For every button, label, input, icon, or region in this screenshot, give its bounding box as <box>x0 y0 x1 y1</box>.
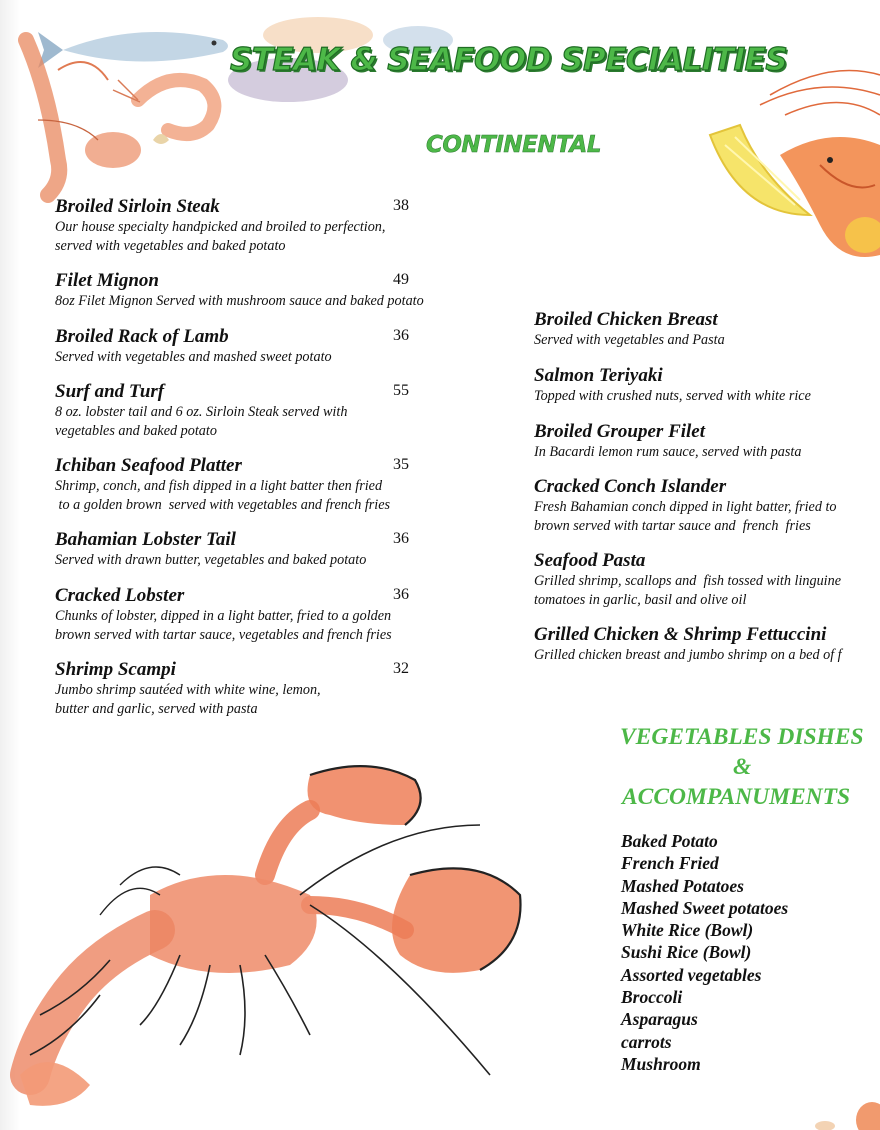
item-price: 38 <box>393 197 409 214</box>
menu-item <box>55 529 409 570</box>
item-description: butter and garlic, served with pasta <box>55 701 258 717</box>
menu-item <box>55 196 409 256</box>
list-item: French Fried <box>621 853 719 874</box>
menu-item <box>55 585 409 645</box>
menu-item <box>534 365 811 406</box>
list-item: carrots <box>621 1031 672 1052</box>
item-name: Cracked Lobster <box>55 585 185 606</box>
item-description: Served with drawn butter, vegetables and baked potato <box>55 552 367 568</box>
menu-item <box>534 421 801 462</box>
menu-item <box>55 659 409 719</box>
veg-title-line: ACCOMPANUMENTS <box>622 784 851 810</box>
item-description: served with vegetables and baked potato <box>55 238 286 254</box>
item-description: Chunks of lobster, dipped in a light batter, fried to a golden <box>55 608 392 624</box>
item-description: brown served with tartar sauce, vegetables and french fries <box>55 627 392 643</box>
section-title-continental: CONTINENTAL <box>426 132 601 158</box>
corner-decoration-bottom-right <box>810 1090 880 1130</box>
item-name: Shrimp Scampi <box>55 659 176 680</box>
item-name: Broiled Grouper Filet <box>534 421 706 442</box>
item-price: 36 <box>393 327 409 344</box>
item-name: Broiled Chicken Breast <box>534 309 718 330</box>
item-description: Shrimp, conch, and fish dipped in a light batter then fried <box>55 478 383 494</box>
list-item: Mashed Sweet potatoes <box>621 897 789 918</box>
item-price: 55 <box>393 382 409 399</box>
item-name: Bahamian Lobster Tail <box>55 529 236 550</box>
item-description: Served with vegetables and Pasta <box>534 332 725 348</box>
item-description: 8 oz. lobster tail and 6 oz. Sirloin Steak served with <box>55 404 348 420</box>
list-item: Mushroom <box>621 1053 701 1074</box>
list-item: Asparagus <box>621 1009 698 1030</box>
section-title-vegetables <box>620 722 880 812</box>
menu-item <box>534 476 837 536</box>
item-name: Seafood Pasta <box>534 550 646 571</box>
list-item: Mashed Potatoes <box>621 875 744 896</box>
accompaniments-list <box>621 830 788 1075</box>
menu-item <box>55 270 424 311</box>
right-column <box>534 0 880 700</box>
list-item: Sushi Rice (Bowl) <box>621 942 752 963</box>
menu-item <box>534 309 725 350</box>
menu-item <box>55 381 409 441</box>
list-item: White Rice (Bowl) <box>621 920 754 941</box>
item-description: Fresh Bahamian conch dipped in light batter, fried to <box>534 499 837 515</box>
item-price: 32 <box>393 660 409 677</box>
item-name: Ichiban Seafood Platter <box>55 455 242 476</box>
item-description: to a golden brown served with vegetables and french fries <box>55 497 391 513</box>
menu-item <box>55 455 409 515</box>
item-description: tomatoes in garlic, basil and olive oil <box>534 592 747 608</box>
item-name: Cracked Conch Islander <box>534 476 727 497</box>
item-description: 8oz Filet Mignon Served with mushroom sauce and baked potato <box>55 293 424 309</box>
menu-item <box>534 550 841 610</box>
list-item: Broccoli <box>621 987 683 1008</box>
item-price: 36 <box>393 586 409 603</box>
list-item: Baked Potato <box>621 831 718 851</box>
item-name: Salmon Teriyaki <box>534 365 663 386</box>
item-name: Surf and Turf <box>55 381 165 402</box>
item-name: Grilled Chicken & Shrimp Fettuccini <box>534 624 827 645</box>
item-description: Served with vegetables and mashed sweet potato <box>55 349 332 365</box>
lobster-illustration <box>10 755 530 1115</box>
item-name: Filet Mignon <box>55 270 159 291</box>
list-item: Assorted vegetables <box>621 964 762 985</box>
item-description: Topped with crushed nuts, served with white rice <box>534 388 811 404</box>
menu-item <box>534 624 842 665</box>
item-description: Jumbo shrimp sautéed with white wine, lemon, <box>55 682 321 698</box>
seafood-illustration-top-left <box>18 10 458 210</box>
menu-title: STEAK & SEAFOOD SPECIALITIES <box>230 42 788 78</box>
item-price: 49 <box>393 271 409 288</box>
item-description: brown served with tartar sauce and french fries <box>534 518 811 534</box>
item-description: Grilled chicken breast and jumbo shrimp on a bed of f <box>534 647 842 663</box>
menu-item <box>55 326 409 367</box>
item-description: Our house specialty handpicked and broiled to perfection, <box>55 219 386 235</box>
item-price: 36 <box>393 530 409 547</box>
item-name: Broiled Rack of Lamb <box>55 326 229 347</box>
veg-title-line: VEGETABLES DISHES <box>620 724 864 750</box>
item-description: vegetables and baked potato <box>55 423 217 439</box>
veg-title-ampersand: & <box>733 754 752 780</box>
item-name: Broiled Sirloin Steak <box>55 196 220 217</box>
item-price: 35 <box>393 456 409 473</box>
item-description: In Bacardi lemon rum sauce, served with pasta <box>534 444 802 460</box>
item-description: Grilled shrimp, scallops and fish tossed with linguine <box>534 573 842 589</box>
